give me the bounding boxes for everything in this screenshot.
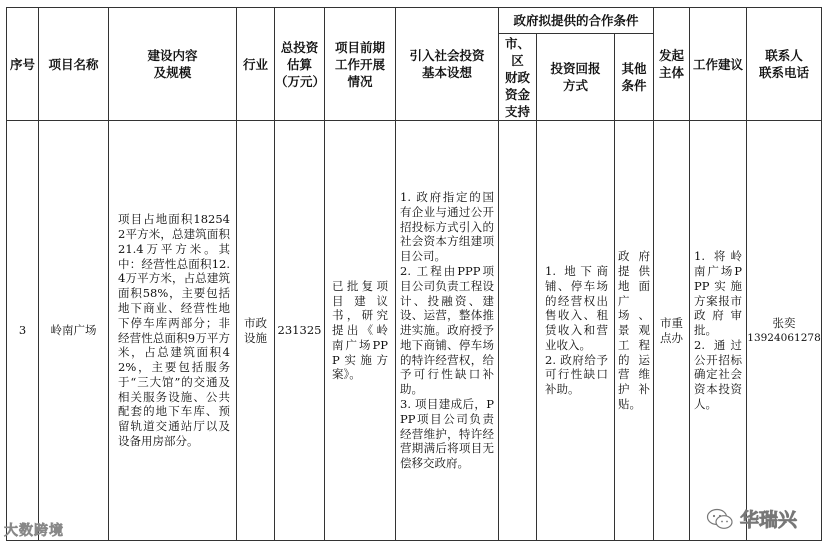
header-content: 建设内容 及规模	[109, 8, 237, 121]
header-gov-group: 政府拟提供的合作条件	[499, 8, 654, 34]
header-prework: 项目前期 工作开展 情况	[325, 8, 396, 121]
header-other: 其他 条件	[615, 34, 654, 121]
table-row	[7, 121, 822, 541]
cell-return-mode: 1. 地下商铺、停车场的经营权出售收入、租赁收入和营业收入。 2. 政府给予可行性缺口补助。	[545, 263, 608, 397]
header-initiator: 发起 主体	[654, 8, 690, 121]
header-advice: 工作建议	[690, 8, 747, 121]
cell-initiator: 市重 点办	[654, 121, 690, 541]
cell-seq: 3	[7, 121, 39, 541]
cell-invest: 231325	[275, 121, 325, 541]
header-seq: 序号	[7, 8, 39, 121]
header-intro: 引入社会投资 基本设想	[396, 8, 499, 121]
header-return-mode: 投资回报 方式	[537, 34, 615, 121]
cell-prework: 已批复项目建议书，研究提出《岭南广场PPP实施方案》。	[332, 278, 388, 382]
wechat-icon	[706, 508, 734, 530]
cell-name: 岭南广场	[39, 121, 109, 541]
cell-advice: 1. 将岭南广场PPP实施方案报市政府审批。 2. 通过公开招标确定社会资本投资人。	[694, 249, 743, 412]
cell-industry: 市政 设施	[237, 121, 275, 541]
header-industry: 行业	[237, 8, 275, 121]
contact-phone: 13924061278	[747, 331, 821, 344]
header-gov-fund: 市、区 财政 资金 支持	[499, 34, 537, 121]
watermark-right-text: 华瑞兴	[740, 509, 798, 531]
cell-gov-fund	[499, 121, 537, 541]
watermark-right	[706, 505, 797, 532]
cell-content: 项目占地面积182542平方米，总建筑面积21.4万平方米。其中：经营性总面积12.4万平方米，占总建筑面积58%，主要包括地下商业、经营性地下停车库两部分；非经营性总面积9万平方米，占总建筑面积42%，主要包括服务于“三大馆”的交通及相关服务设施、公共配套的地下车库、预留轨道交通站厅以及设备用房部分。	[118, 212, 230, 449]
header-name: 项目名称	[39, 8, 109, 121]
cell-other: 政府提供地面广场、景观工程的运营维护补贴。	[618, 249, 651, 412]
cell-contact	[747, 121, 822, 541]
cell-intro: 1. 政府指定的国有企业与通过公开招投标方式引入的社会资本方组建项目公司。 2. 工程由PPP项目公司负责工程设计、投融资、建设、运营，整体推进实施。政府授予地下商铺、停车场的特许经营权，给予可行性缺口补助。 3. 项目建成后，PPP项目公司负责经营维护，特许经营期满后将项目无偿移交政府。	[400, 189, 494, 471]
contact-name: 张奕	[772, 315, 796, 330]
header-invest: 总投资 估算 （万元）	[275, 8, 325, 121]
header-contact: 联系人 联系电话	[747, 8, 822, 121]
project-table	[6, 7, 822, 541]
watermark-left: 大数跨境	[4, 523, 64, 539]
